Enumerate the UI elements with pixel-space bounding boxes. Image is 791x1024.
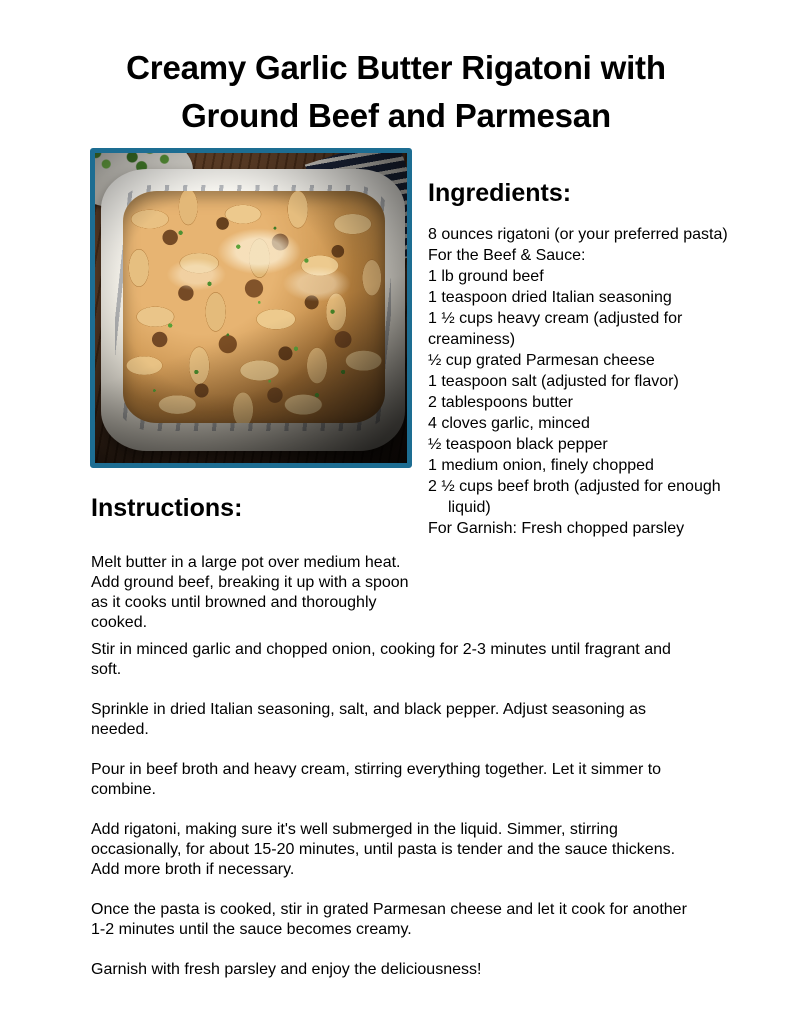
instruction-step-5: Add rigatoni, making sure it's well submerged in the liquid. Simmer, stirring occasionally, for about 15-20 minutes, until pasta is tender and the sauce thickens. Add more broth if necessary. <box>91 821 676 878</box>
title-line-1: Creamy Garlic Butter Rigatoni with <box>126 49 666 86</box>
ingredient-line: ½ cup grated Parmesan cheese <box>428 352 655 369</box>
instruction-step-1: Melt butter in a large pot over medium heat. Add ground beef, breaking it up with a spoon as it cooks until browned and thoroughly cooked. <box>91 554 409 631</box>
ingredient-line: 1 ½ cups heavy cream (adjusted for <box>428 310 683 327</box>
ingredient-line: 8 ounces rigatoni (or your preferred pasta) <box>428 226 728 243</box>
ingredient-line: For the Beef & Sauce: <box>428 247 586 264</box>
ingredient-line: 2 ½ cups beef broth (adjusted for enough <box>428 478 721 495</box>
instruction-step-6: Once the pasta is cooked, stir in grated Parmesan cheese and let it cook for another 1-2 minutes until the sauce becomes creamy. <box>91 901 687 938</box>
ingredient-line: liquid) <box>448 499 491 516</box>
instruction-steps <box>91 640 705 980</box>
ingredient-line: 4 cloves garlic, minced <box>428 415 590 432</box>
instruction-step-3: Sprinkle in dried Italian seasoning, salt, and black pepper. Adjust seasoning as needed. <box>91 701 647 738</box>
instructions-heading: Instructions: <box>91 494 243 522</box>
instruction-step-7: Garnish with fresh parsley and enjoy the deliciousness! <box>91 961 482 978</box>
instruction-step-4: Pour in beef broth and heavy cream, stirring everything together. Let it simmer to combine. <box>91 761 662 798</box>
instruction-step-2: Stir in minced garlic and chopped onion, cooking for 2-3 minutes until fragrant and soft. <box>91 641 671 678</box>
ingredient-line: 1 lb ground beef <box>428 268 544 285</box>
ingredient-line: ½ teaspoon black pepper <box>428 436 608 453</box>
recipe-photo <box>90 148 412 468</box>
ingredients-heading: Ingredients: <box>428 179 572 207</box>
ingredient-line: creaminess) <box>428 331 516 348</box>
ingredient-line: For Garnish: Fresh chopped parsley <box>428 520 685 537</box>
page-title <box>60 44 732 140</box>
title-line-2: Ground Beef and Parmesan <box>181 97 611 134</box>
ingredient-line: 2 tablespoons butter <box>428 394 573 411</box>
ingredient-line: 1 teaspoon dried Italian seasoning <box>428 289 672 306</box>
ingredient-line: 1 medium onion, finely chopped <box>428 457 654 474</box>
ingredient-line: 1 teaspoon salt (adjusted for flavor) <box>428 373 679 390</box>
photo-inner <box>95 153 407 463</box>
ingredients-list <box>428 224 728 539</box>
photo-vignette <box>95 153 407 463</box>
